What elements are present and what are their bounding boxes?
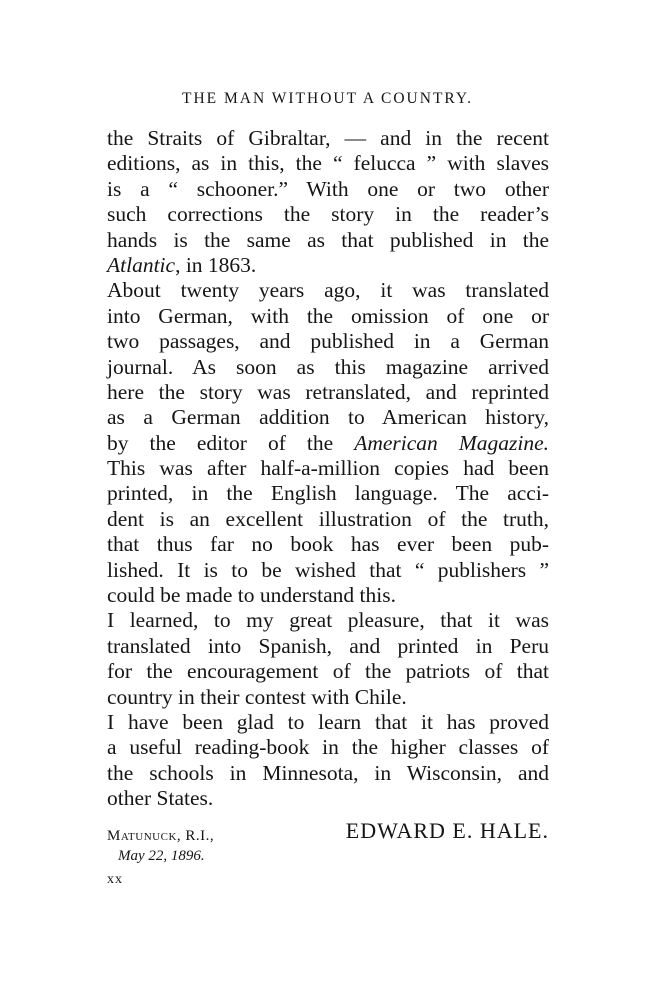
text-line: country in their contest with Chile. [107, 684, 407, 709]
text-line: I have been glad to learn that it has proved [107, 709, 549, 734]
text-line [107, 431, 549, 456]
text-line: as a German addition to American history, [107, 405, 549, 430]
text-fragment: by the editor of the [107, 430, 355, 455]
text-line: for the encouragement of the patriots of that [107, 659, 549, 684]
running-head: THE MAN WITHOUT A COUNTRY. [182, 90, 473, 107]
text-line: About twenty years ago, it was translated [107, 278, 549, 303]
text-line: hands is the same as that published in the [107, 227, 549, 252]
text-line: is a “ schooner.” With one or two other [107, 176, 549, 201]
body-text [107, 126, 549, 843]
text-line: here the story was retranslated, and reprinted [107, 379, 549, 404]
text-line: two passages, and published in a German [107, 329, 549, 354]
place-line [107, 828, 214, 845]
italic-title-atlantic: Atlantic [107, 252, 176, 277]
text-line: I learned, to my great pleasure, that it was [107, 608, 549, 633]
page-number: xx [107, 872, 123, 887]
italic-title-american-magazine: American Magazine. [354, 430, 549, 455]
text-line: could be made to understand this. [107, 583, 396, 608]
text-line: the schools in Minnesota, in Wisconsin, and [107, 760, 549, 785]
text-line [107, 253, 549, 278]
text-line: dent is an excellent illustration of the truth, [107, 506, 549, 531]
text-line: other States. [107, 786, 214, 811]
text-line: editions, as in this, the “ felucca ” with slaves [107, 151, 549, 176]
text-fragment: , in 1863. [175, 252, 257, 277]
text-line: the Straits of Gibraltar, — and in the recent [107, 126, 549, 150]
text-line: a useful reading-book in the higher classes of [107, 735, 549, 760]
text-line: printed, in the English language. The acci- [107, 481, 549, 506]
text-line: that thus far no book has ever been pub- [107, 532, 549, 557]
text-line: into German, with the omission of one or [107, 303, 549, 328]
text-line: lished. It is to be wished that “ publishers ” [107, 557, 549, 582]
text-line: This was after half-a-million copies had been [107, 456, 549, 481]
text-line: such corrections the story in the reader’s [107, 202, 549, 227]
signature: EDWARD E. HALE. [345, 817, 549, 843]
text-line: translated into Spanish, and printed in Peru [107, 633, 549, 658]
date-line: May 22, 1896. [118, 848, 205, 864]
text-line: journal. As soon as this magazine arrived [107, 354, 549, 379]
place-name: Matunuck, R.I., [107, 828, 215, 844]
